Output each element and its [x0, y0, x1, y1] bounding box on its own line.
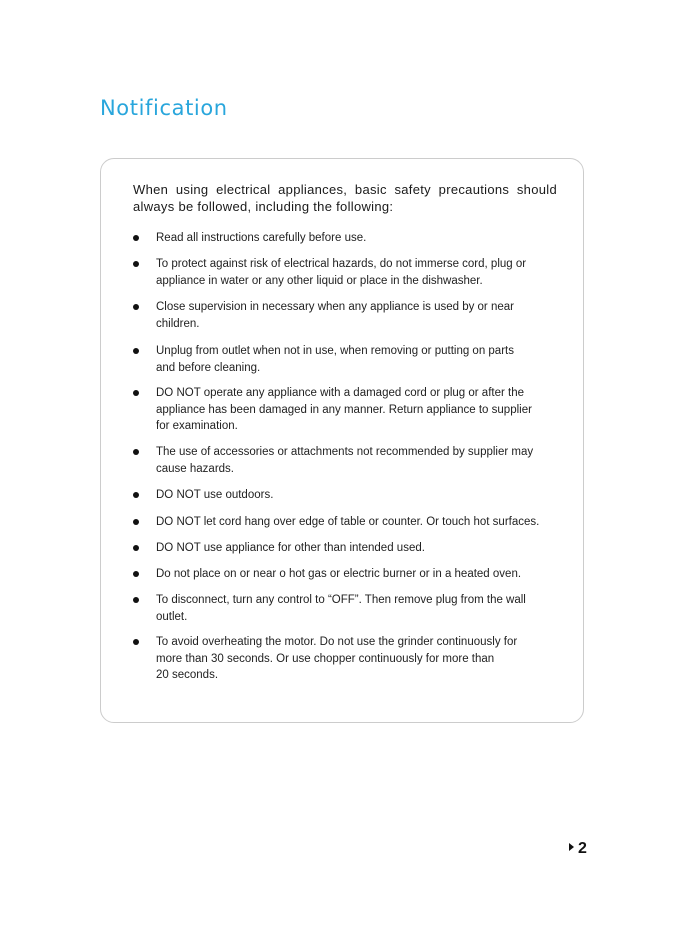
- list-item: [133, 230, 563, 247]
- list-item-text: Close supervision in necessary when any appliance is used by or near children.: [156, 301, 514, 330]
- bullet-icon: [133, 235, 139, 241]
- list-item-text: Unplug from outlet when not in use, when removing or putting on parts and before cleaning.: [156, 345, 514, 374]
- bullet-icon: [133, 449, 139, 455]
- list-item-text: DO NOT use appliance for other than intended used.: [156, 542, 425, 554]
- list-item-text: To disconnect, turn any control to “OFF”. Then remove plug from the wall outlet.: [156, 594, 526, 623]
- list-item: [133, 566, 563, 583]
- list-item-text: Read all instructions carefully before use.: [156, 232, 367, 244]
- bullet-icon: [133, 519, 139, 525]
- list-item-text: DO NOT let cord hang over edge of table or counter. Or touch hot surfaces.: [156, 516, 540, 528]
- bullet-icon: [133, 390, 139, 396]
- notice-intro: When using electrical appliances, basic safety precautions should always be followed, including the following:: [133, 182, 557, 214]
- list-item-text: To protect against risk of electrical hazards, do not immerse cord, plug or appliance in water or any other liquid or place in the dishwasher.: [156, 258, 527, 287]
- list-item: [133, 634, 563, 684]
- list-item: [133, 444, 563, 477]
- bullet-icon: [133, 597, 139, 603]
- list-item-text: The use of accessories or attachments not recommended by supplier may cause hazards.: [156, 446, 534, 475]
- list-item-text: DO NOT operate any appliance with a damaged cord or plug or after the appliance has been damaged in any manner. Return appliance to supplier for examination.: [156, 387, 532, 432]
- list-item: [133, 343, 563, 376]
- page-number-value: 2: [578, 840, 587, 857]
- page-arrow-icon: [569, 843, 574, 851]
- list-item-text: To avoid overheating the motor. Do not use the grinder continuously for more than 30 seconds. Or use chopper continuously for more than 20 seconds.: [156, 636, 518, 681]
- bullet-icon: [133, 261, 139, 267]
- list-item-text: DO NOT use outdoors.: [156, 489, 274, 501]
- list-item: [133, 299, 563, 332]
- bullet-icon: [133, 492, 139, 498]
- list-item-text: Do not place on or near o hot gas or electric burner or in a heated oven.: [156, 568, 522, 580]
- list-item: [133, 514, 563, 531]
- list-item: [133, 256, 563, 289]
- bullet-icon: [133, 348, 139, 354]
- bullet-icon: [133, 571, 139, 577]
- page-title: Notification: [100, 96, 228, 120]
- page-number: [569, 840, 587, 858]
- list-item: [133, 385, 563, 435]
- bullet-icon: [133, 639, 139, 645]
- bullet-icon: [133, 304, 139, 310]
- list-item: [133, 487, 563, 504]
- list-item: [133, 540, 563, 557]
- list-item: [133, 592, 563, 625]
- bullet-icon: [133, 545, 139, 551]
